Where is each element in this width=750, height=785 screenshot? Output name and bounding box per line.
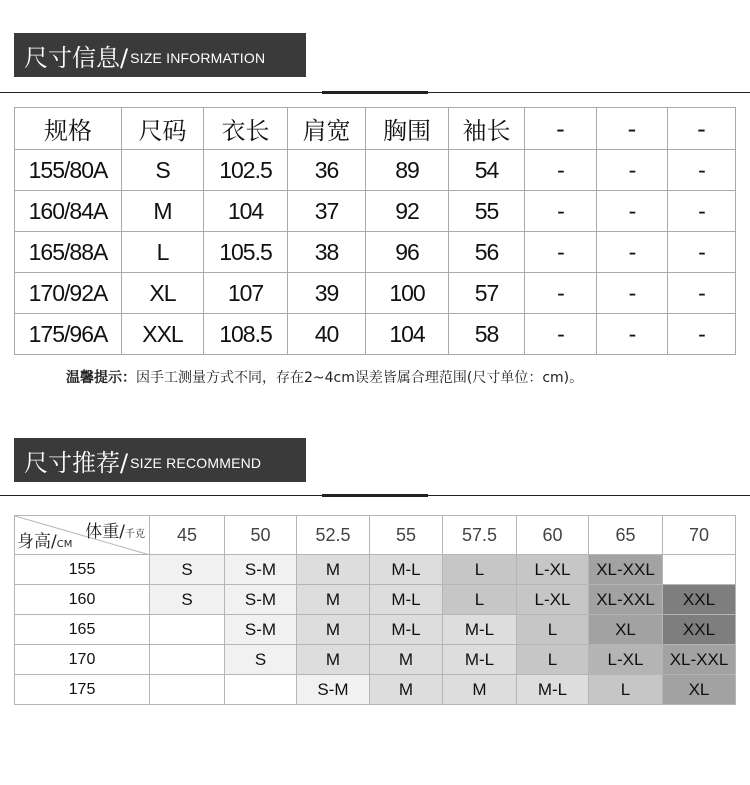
table-cell: 104 — [204, 191, 288, 232]
size-cell — [150, 675, 225, 705]
size-cell: M-L — [443, 645, 517, 675]
table-row — [15, 675, 736, 705]
size-cell — [225, 675, 297, 705]
table-cell: - — [597, 232, 668, 273]
table-cell: 175/96A — [15, 314, 122, 355]
size-cell: M — [297, 585, 370, 615]
size-cell: L-XL — [517, 585, 589, 615]
size-cell: M — [297, 645, 370, 675]
height-label: 155 — [15, 555, 150, 585]
size-cell: M — [370, 645, 443, 675]
table-header-row — [15, 108, 736, 150]
table-cell: 37 — [288, 191, 366, 232]
weight-header: 45 — [150, 516, 225, 555]
size-cell: L — [443, 555, 517, 585]
size-cell: M-L — [370, 585, 443, 615]
weight-header: 50 — [225, 516, 297, 555]
size-cell — [663, 555, 736, 585]
size-cell: M-L — [370, 615, 443, 645]
divider-mark — [322, 494, 428, 497]
table-cell: - — [525, 314, 597, 355]
size-cell: S — [150, 585, 225, 615]
size-cell: XL-XXL — [663, 645, 736, 675]
column-header: - — [597, 108, 668, 150]
size-cell: L-XL — [517, 555, 589, 585]
height-label: 160 — [15, 585, 150, 615]
table-cell: XXL — [122, 314, 204, 355]
size-cell: S-M — [225, 555, 297, 585]
table-cell: 58 — [449, 314, 525, 355]
height-label: 175 — [15, 675, 150, 705]
table-cell: 155/80A — [15, 150, 122, 191]
table-cell: 92 — [366, 191, 449, 232]
table-cell: 54 — [449, 150, 525, 191]
size-cell: S-M — [225, 585, 297, 615]
column-header: 胸围 — [366, 108, 449, 150]
size-cell: XL — [589, 615, 663, 645]
table-cell: S — [122, 150, 204, 191]
size-cell: M-L — [370, 555, 443, 585]
table-row — [15, 585, 736, 615]
table-cell: - — [668, 314, 736, 355]
weight-header-row — [15, 516, 736, 555]
size-cell — [150, 645, 225, 675]
size-cell: S — [225, 645, 297, 675]
table-cell: 160/84A — [15, 191, 122, 232]
table-cell: L — [122, 232, 204, 273]
table-cell: 102.5 — [204, 150, 288, 191]
size-cell: L-XL — [589, 645, 663, 675]
table-cell: M — [122, 191, 204, 232]
table-cell: 57 — [449, 273, 525, 314]
size-cell: S — [150, 555, 225, 585]
table-cell: - — [525, 232, 597, 273]
table-cell: 39 — [288, 273, 366, 314]
table-cell: 38 — [288, 232, 366, 273]
table-cell: - — [668, 232, 736, 273]
weight-header: 60 — [517, 516, 589, 555]
size-cell: M — [297, 555, 370, 585]
table-row — [15, 645, 736, 675]
table-cell: - — [668, 191, 736, 232]
table-cell: 104 — [366, 314, 449, 355]
size-cell: M-L — [443, 615, 517, 645]
size-info-title-en: SIZE INFORMATION — [130, 50, 266, 66]
table-cell: - — [597, 191, 668, 232]
table-cell: - — [597, 314, 668, 355]
size-cell: S-M — [225, 615, 297, 645]
weight-header: 65 — [589, 516, 663, 555]
height-label: 165 — [15, 615, 150, 645]
table-row — [15, 273, 736, 314]
size-recommend-header — [14, 438, 306, 482]
table-cell: - — [525, 191, 597, 232]
table-cell: - — [597, 150, 668, 191]
height-label: 170 — [15, 645, 150, 675]
size-cell: S-M — [297, 675, 370, 705]
size-cell: L — [517, 615, 589, 645]
size-cell: M — [370, 675, 443, 705]
table-row — [15, 191, 736, 232]
table-cell: 105.5 — [204, 232, 288, 273]
table-cell: 96 — [366, 232, 449, 273]
table-cell: - — [597, 273, 668, 314]
size-cell: M-L — [517, 675, 589, 705]
table-row — [15, 150, 736, 191]
size-info-header — [14, 33, 306, 77]
size-cell: M — [297, 615, 370, 645]
table-cell: 108.5 — [204, 314, 288, 355]
size-cell: XL-XXL — [589, 585, 663, 615]
table-cell: 40 — [288, 314, 366, 355]
table-cell: 55 — [449, 191, 525, 232]
table-cell: - — [525, 273, 597, 314]
size-info-title-cn: 尺寸信息/ — [24, 43, 129, 72]
table-row — [15, 314, 736, 355]
size-recommend-title-en: SIZE RECOMMEND — [130, 455, 262, 471]
divider-mark — [322, 91, 428, 94]
table-cell: 107 — [204, 273, 288, 314]
column-header: 肩宽 — [288, 108, 366, 150]
table-cell: 170/92A — [15, 273, 122, 314]
table-cell: 36 — [288, 150, 366, 191]
note-text: 因手工测量方式不同，存在2~4cm误差皆属合理范围(尺寸单位：cm)。 — [136, 370, 584, 386]
size-cell — [150, 615, 225, 645]
weight-axis-label: 体重/千克 — [85, 522, 145, 542]
column-header: - — [525, 108, 597, 150]
height-axis-label: 身高/CM — [17, 532, 73, 552]
measurement-note — [66, 367, 583, 387]
size-cell: XXL — [663, 615, 736, 645]
size-info-table — [14, 107, 736, 355]
column-header: - — [668, 108, 736, 150]
table-cell: XL — [122, 273, 204, 314]
column-header: 衣长 — [204, 108, 288, 150]
table-cell: 165/88A — [15, 232, 122, 273]
size-cell: XXL — [663, 585, 736, 615]
weight-header: 70 — [663, 516, 736, 555]
note-label: 温馨提示： — [66, 370, 136, 386]
table-cell: 89 — [366, 150, 449, 191]
size-cell: L — [443, 585, 517, 615]
size-cell: L — [517, 645, 589, 675]
size-recommend-title-cn: 尺寸推荐/ — [24, 448, 129, 477]
table-cell: 100 — [366, 273, 449, 314]
column-header: 规格 — [15, 108, 122, 150]
table-row — [15, 555, 736, 585]
table-row — [15, 615, 736, 645]
weight-header: 55 — [370, 516, 443, 555]
column-header: 尺码 — [122, 108, 204, 150]
size-cell: XL — [663, 675, 736, 705]
table-cell: 56 — [449, 232, 525, 273]
weight-header: 52.5 — [297, 516, 370, 555]
table-row — [15, 232, 736, 273]
size-cell: XL-XXL — [589, 555, 663, 585]
table-cell: - — [525, 150, 597, 191]
size-recommend-table — [14, 515, 736, 705]
size-cell: M — [443, 675, 517, 705]
column-header: 袖长 — [449, 108, 525, 150]
table-cell: - — [668, 273, 736, 314]
size-cell: L — [589, 675, 663, 705]
weight-header: 57.5 — [443, 516, 517, 555]
table-cell: - — [668, 150, 736, 191]
corner-header — [15, 516, 150, 555]
